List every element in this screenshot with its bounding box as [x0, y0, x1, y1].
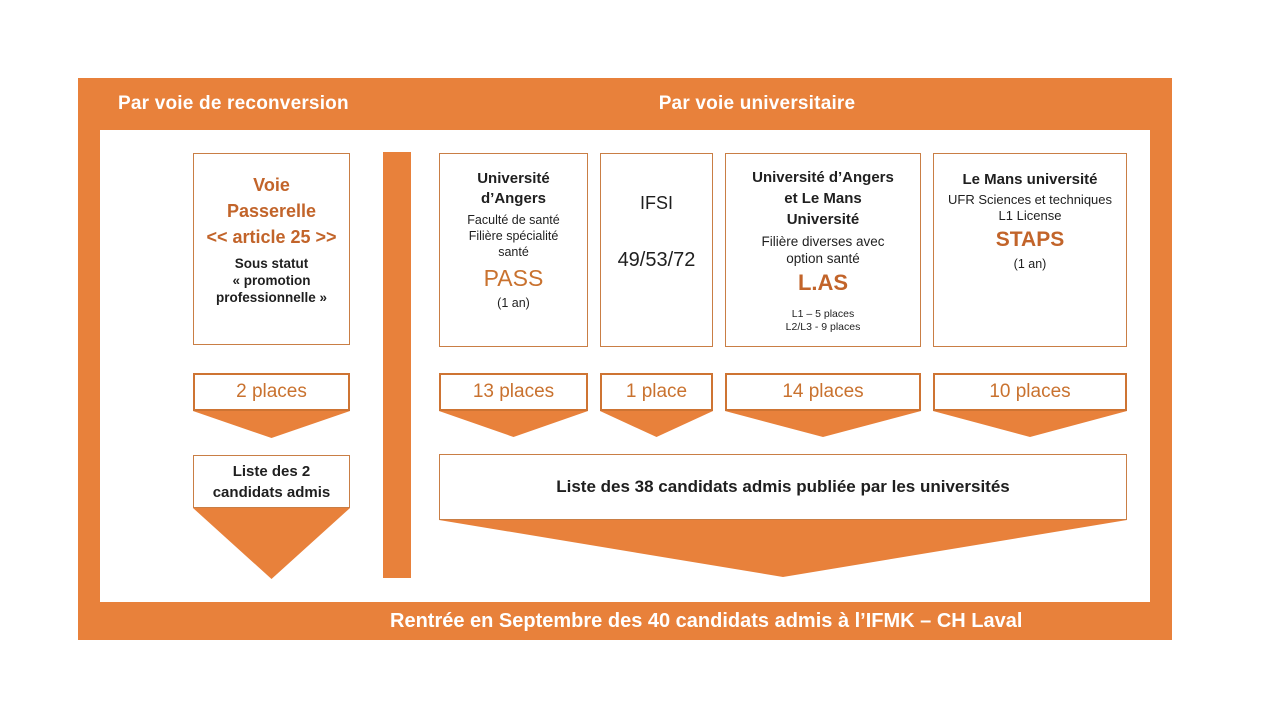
pass-title-line: Université: [477, 170, 550, 187]
admitted-line: Liste des 2: [232, 462, 311, 480]
staps-detail-line: L1 License: [998, 208, 1062, 223]
ifsi-departments-label: 49/53/72: [617, 249, 696, 271]
las-detail-line: Filière diverses avec: [761, 234, 885, 249]
pass-detail-line: Filière spécialité: [468, 229, 559, 243]
pass-places-box: 13 places: [439, 373, 588, 411]
pass-university-box: [439, 153, 588, 347]
pass-program-label: PASS: [483, 265, 544, 291]
passerelle-status-line: professionnelle »: [215, 290, 328, 305]
staps-detail-line: UFR Sciences et techniques: [947, 192, 1113, 207]
passerelle-status-line: Sous statut: [234, 256, 309, 271]
pass-detail-line: Faculté de santé: [467, 213, 560, 227]
las-title-line: et Le Mans: [784, 190, 862, 207]
reconversion-admitted-box: [193, 455, 350, 508]
passerelle-title-line: Voie: [253, 175, 290, 195]
las-title-line: Université: [786, 211, 860, 228]
las-detail-line: option santé: [786, 251, 860, 266]
passerelle-status-line: « promotion: [232, 273, 311, 288]
ifsi-places-box: 1 place: [600, 373, 713, 411]
universities-admitted-box: [439, 454, 1127, 520]
ifsi-name-label: IFSI: [639, 193, 673, 213]
header-reconversion-label: Par voie de reconversion: [118, 93, 349, 114]
staps-program-label: STAPS: [995, 228, 1065, 251]
pass-duration-label: (1 an): [497, 296, 530, 310]
staps-university-box: [933, 153, 1127, 347]
las-program-label: L.AS: [797, 270, 849, 295]
admitted-line: candidats admis: [212, 483, 331, 501]
section-divider-bar: [383, 152, 411, 578]
las-places-box: 14 places: [725, 373, 921, 411]
las-title-line: Université d’Angers: [752, 169, 894, 186]
staps-places-box: 10 places: [933, 373, 1127, 411]
las-university-box: [725, 153, 921, 347]
reconversion-places-box: 2 places: [193, 373, 350, 411]
staps-title-label: Le Mans université: [962, 171, 1098, 188]
passerelle-title-line: Passerelle: [226, 201, 317, 221]
header-universitaire-label: Par voie universitaire: [658, 93, 856, 114]
las-places-detail-line: L2/L3 - 9 places: [785, 321, 861, 333]
pass-title-line: d’Angers: [480, 190, 546, 207]
staps-duration-label: (1 an): [1013, 257, 1047, 271]
ifsi-box: [600, 153, 713, 347]
passerelle-title-line: << article 25 >>: [206, 227, 337, 247]
pass-detail-line: santé: [498, 245, 529, 259]
voie-passerelle-box: [193, 153, 350, 345]
footer-rentree-label: Rentrée en Septembre des 40 candidats admis à l’IFMK – CH Laval: [390, 610, 1023, 632]
las-places-detail-line: L1 – 5 places: [791, 308, 855, 320]
universities-admitted-label: Liste des 38 candidats admis publiée par les universités: [556, 477, 1010, 496]
